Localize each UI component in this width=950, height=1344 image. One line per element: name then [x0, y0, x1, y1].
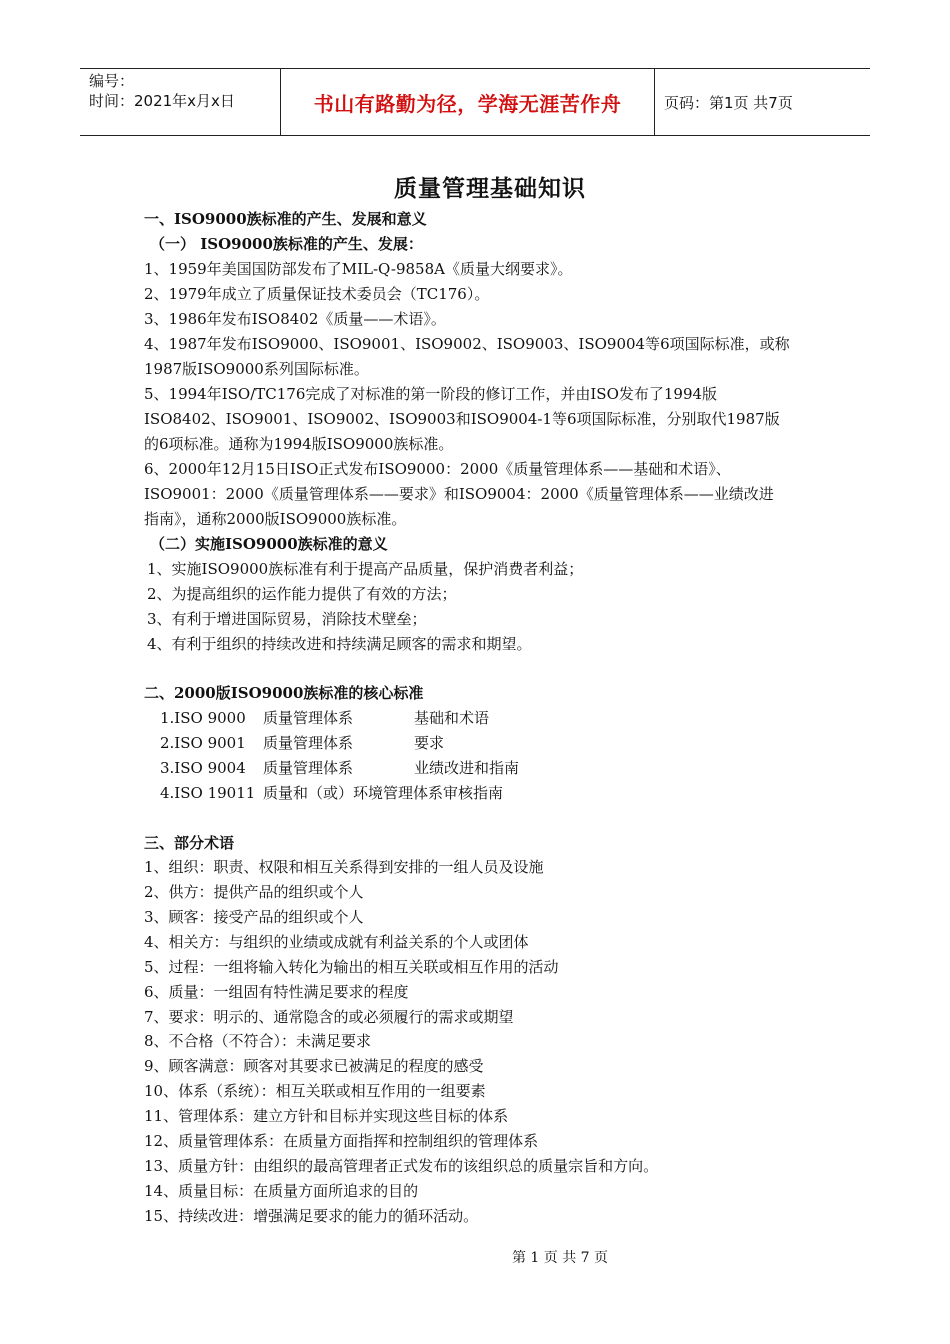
term-line: 6、质量：一组固有特性满足要求的程度	[144, 983, 409, 1001]
term-line: 10、体系（系统）：相互关联或相互作用的一组要素	[144, 1082, 486, 1100]
term-line: 2、供方：提供产品的组织或个人	[144, 883, 364, 901]
motto-text: 书山有路勤为径，学海无涯苦作舟	[313, 91, 622, 116]
term-line: 11、管理体系：建立方针和目标并实现这些目标的体系	[144, 1107, 509, 1125]
standard-code: 4.ISO 19011	[160, 784, 256, 802]
standard-name: 质量管理体系	[263, 709, 354, 727]
term-line: 15、持续改进：增强满足要求的能力的循环活动。	[144, 1207, 479, 1225]
section1-line: ISO8402、ISO9001、ISO9002、ISO9003和ISO9004-1等6项国际标准，分别取代1987版	[144, 410, 780, 428]
term-line: 8、不合格（不符合）：未满足要求	[144, 1032, 372, 1050]
term-line: 14、质量目标：在质量方面所追求的目的	[144, 1182, 419, 1200]
header-info-cell	[80, 69, 281, 135]
section1-sub2-line: 4、有利于组织的持续改进和持续满足顾客的需求和期望。	[147, 635, 532, 653]
page-label: 页码：第1页 共7页	[664, 93, 793, 112]
term-line: 12、质量管理体系：在质量方面指挥和控制组织的管理体系	[144, 1132, 539, 1150]
term-line: 9、顾客满意：顾客对其要求已被满足的程度的感受	[144, 1057, 484, 1075]
term-line: 1、组织：职责、权限和相互关系得到安排的一组人员及设施	[144, 858, 544, 876]
section1-sub1-heading: （一） ISO9000族标准的产生、发展：	[150, 235, 423, 253]
standard-code: 3.ISO 9004	[160, 759, 246, 777]
section2-heading: 二、2000版ISO9000族标准的核心标准	[144, 684, 424, 702]
standard-row	[160, 758, 760, 778]
section1-line: 3、1986年发布ISO8402《质量——术语》。	[144, 310, 446, 328]
standard-code: 1.ISO 9000	[160, 709, 246, 727]
section1-line: 1987版ISO9000系列国际标准。	[144, 360, 369, 378]
standard-code: 2.ISO 9001	[160, 734, 246, 752]
section1-line: 的6项标准。通称为1994版ISO9000族标准。	[144, 435, 454, 453]
standard-desc: 基础和术语	[414, 709, 490, 727]
standard-desc: 业绩改进和指南	[414, 759, 520, 777]
section1-line: 6、2000年12月15日ISO正式发布ISO9000：2000《质量管理体系——基础和术语》、	[144, 460, 731, 478]
section1-line: ISO9001：2000《质量管理体系——要求》和ISO9004：2000《质量管理体系——业绩改进	[144, 485, 774, 503]
term-line: 5、过程：一组将输入转化为输出的相互关联或相互作用的活动	[144, 958, 559, 976]
standard-name: 质量管理体系	[263, 759, 354, 777]
section1-heading: 一、ISO9000族标准的产生、发展和意义	[144, 210, 427, 228]
section1-sub2-line: 2、为提高组织的运作能力提供了有效的方法；	[147, 585, 457, 603]
term-line: 4、相关方：与组织的业绩或成就有利益关系的个人或团体	[144, 933, 529, 951]
section3-heading: 三、部分术语	[144, 834, 235, 852]
section1-line: 指南》，通称2000版ISO9000族标准。	[144, 510, 407, 528]
term-line: 7、要求：明示的、通常隐含的或必须履行的需求或期望	[144, 1008, 514, 1026]
standard-desc: 要求	[414, 734, 445, 752]
section1-line: 2、1979年成立了质量保证技术委员会（TC176）。	[144, 285, 490, 303]
header-motto-cell	[281, 69, 655, 135]
date-label: 时间：2021年x月x日	[89, 92, 235, 110]
page-header	[80, 68, 870, 136]
term-line: 13、质量方针：由组织的最高管理者正式发布的该组织总的质量宗旨和方向。	[144, 1157, 659, 1175]
section1-line: 1、1959年美国国防部发布了MIL-Q-9858A《质量大纲要求》。	[144, 260, 573, 278]
section1-sub2-heading: （二）实施ISO9000族标准的意义	[150, 535, 388, 553]
standard-row	[160, 783, 760, 803]
section1-sub2-line: 1、实施ISO9000族标准有利于提高产品质量，保护消费者利益；	[147, 560, 584, 578]
section1-sub2-line: 3、有利于增进国际贸易，消除技术壁垒；	[147, 610, 427, 628]
document-title: 质量管理基础知识	[394, 176, 586, 202]
standard-name: 质量和（或）环境管理体系审核指南	[263, 784, 504, 802]
standard-name: 质量管理体系	[263, 734, 354, 752]
section1-line: 4、1987年发布ISO9000、ISO9001、ISO9002、ISO9003、ISO9004等6项国际标准，或称	[144, 335, 790, 353]
standard-row	[160, 733, 760, 753]
standard-row	[160, 708, 760, 728]
term-line: 3、顾客：接受产品的组织或个人	[144, 908, 364, 926]
header-page-cell	[655, 69, 870, 135]
serial-label: 编号：	[89, 72, 135, 90]
page-footer: 第 1 页 共 7 页	[511, 1250, 609, 1266]
section1-line: 5、1994年ISO/TC176完成了对标准的第一阶段的修订工作，并由ISO发布了1994版	[144, 385, 718, 403]
